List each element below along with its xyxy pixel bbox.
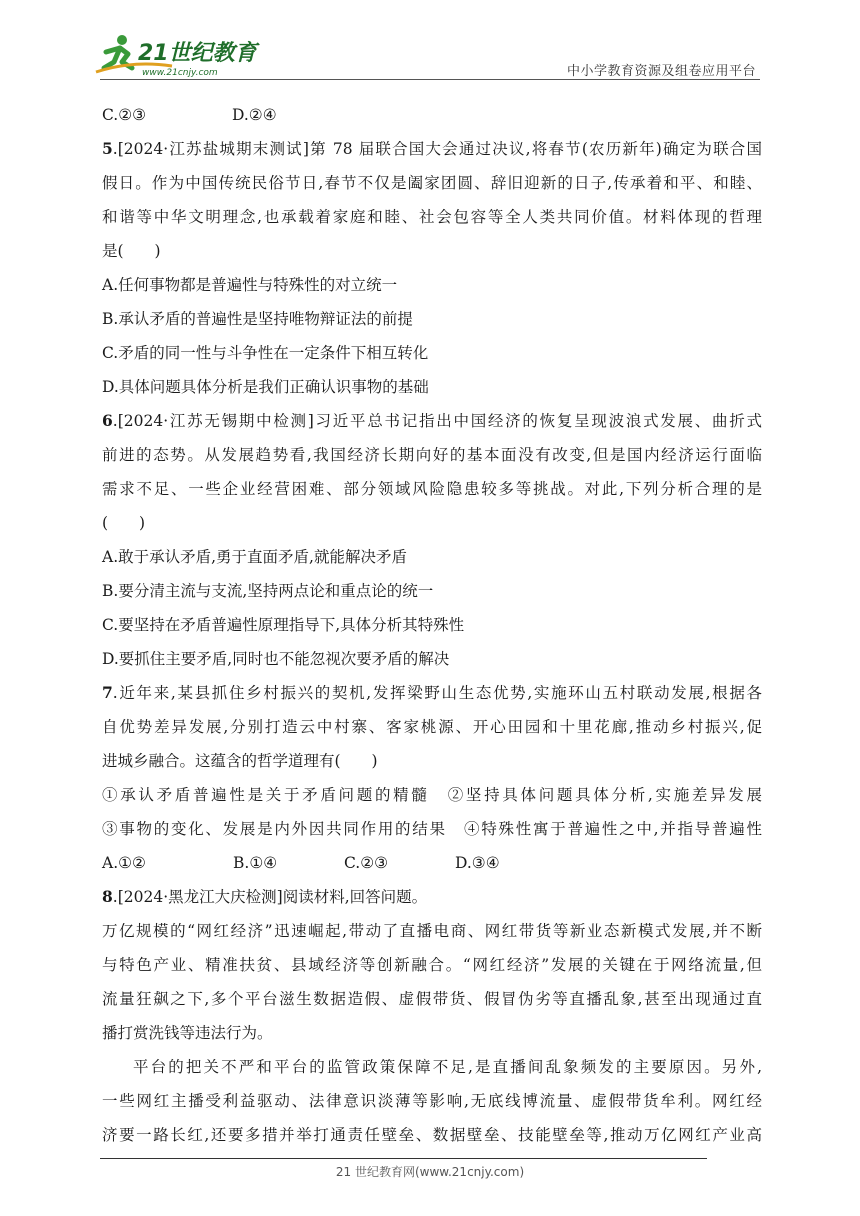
material-line: 与特色产业、精准扶贫、县域经济等创新融合。“网红经济”发展的关键在于网络流量,但 [102,956,762,974]
option-d: D.③④ [455,854,500,872]
page-header [0,0,860,90]
material-line: 济要一路长红,还要多措并举打通责任壁垒、数据壁垒、技能壁垒等,推动万亿网红产业高 [102,1126,762,1144]
logo-url: www.21cnjy.com [142,68,218,78]
question-number: 6 [102,411,113,430]
question-stem-line: 需求不足、一些企业经营困难、部分领域风险隐患较多等挑战。对此,下列分析合理的是 [102,480,762,498]
question-stem-line: 5.[2024·江苏盐城期末测试]第 78 届联合国大会通过决议,将春节(农历新年)确定为联合国 [102,139,762,158]
exam-content [102,98,762,1152]
question-stem-line: 是( ) [102,242,161,260]
question-stem-line: 假日。作为中国传统民俗节日,春节不仅是阖家团圆、辞旧迎新的日子,传承着和平、和睦、 [102,174,762,192]
question-stem-line: 7.近年来,某县抓住乡村振兴的契机,发挥梁野山生态优势,实施环山五村联动发展,根据各 [102,683,762,702]
option-c: C.矛盾的同一性与斗争性在一定条件下相互转化 [102,344,429,362]
option-a: A.任何事物都是普遍性与特殊性的对立统一 [102,276,398,294]
question-stem-line: 8.[2024·黑龙江大庆检测]阅读材料,回答问题。 [102,887,428,906]
question-number: 5 [102,139,113,158]
header-divider [100,79,760,80]
statement-line: ③事物的变化、发展是内外因共同作用的结果 ④特殊性寓于普遍性之中,并指导普遍性 [102,820,762,838]
page-footer: 21 世纪教育网(www.21cnjy.com) [335,1165,525,1179]
option-row [102,846,762,880]
site-logo [92,32,262,82]
option-c: C.②③ [102,106,147,124]
question-stem-line: 前进的态势。从发展趋势看,我国经济长期向好的基本面没有改变,但是国内经济运行面临 [102,446,762,464]
footer-divider [100,1158,707,1159]
option-d: D.要抓住主要矛盾,同时也不能忽视次要矛盾的解决 [102,650,450,668]
question-number: 7 [102,683,113,702]
option-a: A.①② [102,854,146,872]
logo-text: 21世纪教育 [138,41,257,66]
material-line: 流量狂飙之下,多个平台滋生数据造假、虚假带货、假冒伪劣等直播乱象,甚至出现通过直 [102,990,762,1008]
option-b: B.要分清主流与支流,坚持两点论和重点论的统一 [102,582,434,600]
option-b: B.承认矛盾的普遍性是坚持唯物辩证法的前提 [102,310,413,328]
option-d: D.具体问题具体分析是我们正确认识事物的基础 [102,378,429,396]
question-stem-line: 6.[2024·江苏无锡期中检测]习近平总书记指出中国经济的恢复呈现波浪式发展、曲折式 [102,411,762,430]
question-7 [102,676,762,880]
question-8 [102,880,762,1152]
material-line: 播打赏洗钱等违法行为。 [102,1024,273,1042]
option-c: C.②③ [344,854,389,872]
prev-question-options [102,98,762,132]
material-paragraph-1 [102,914,762,1050]
question-stem-line: ( ) [102,514,146,532]
option-d: D.②④ [232,106,277,124]
question-stem-line: 进城乡融合。这蕴含的哲学道理有( ) [102,752,378,770]
material-line: 一些网红主播受利益驱动、法律意识淡薄等影响,无底线博流量、虚假带货牟利。网红经 [102,1092,762,1110]
option-b: B.①④ [233,854,278,872]
question-stem-line: 和谐等中华文明理念,也承载着家庭和睦、社会包容等全人类共同价值。材料体现的哲理 [102,208,762,226]
material-paragraph-2 [102,1050,762,1152]
site-slogan: 中小学教育资源及组卷应用平台 [566,64,756,79]
question-5 [102,132,762,404]
option-a: A.敢于承认矛盾,勇于直面矛盾,就能解决矛盾 [102,548,407,566]
question-stem-line: 自优势差异发展,分别打造云中村寨、客家桃源、开心田园和十里花廊,推动乡村振兴,促 [102,718,762,736]
question-number: 8 [102,887,113,906]
option-c: C.要坚持在矛盾普遍性原理指导下,具体分析其特殊性 [102,616,465,634]
statement-line: ①承认矛盾普遍性是关于矛盾问题的精髓 ②坚持具体问题具体分析,实施差异发展 [102,786,762,804]
material-line: 万亿规模的“网红经济”迅速崛起,带动了直播电商、网红带货等新业态新模式发展,并不断 [102,922,762,940]
question-6 [102,404,762,676]
material-line: 平台的把关不严和平台的监管政策保障不足,是直播间乱象频发的主要原因。另外, [133,1058,762,1076]
